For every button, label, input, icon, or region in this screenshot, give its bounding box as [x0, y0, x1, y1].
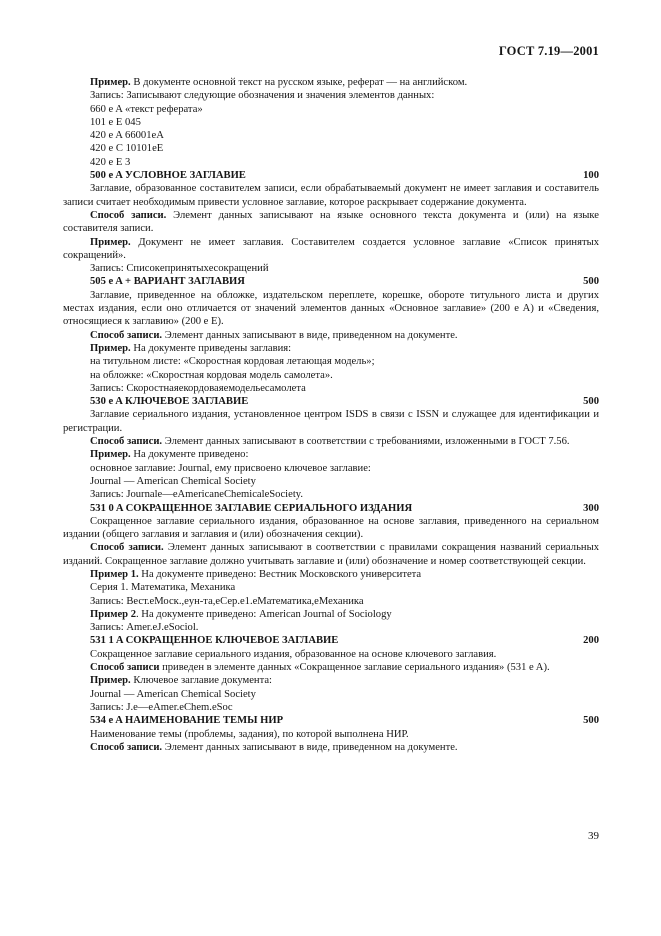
method-paragraph	[63, 329, 599, 342]
example-text: На документе приведено: Вестник Московского университета	[138, 568, 422, 580]
example-text: На документе приведены заглавия:	[130, 342, 292, 354]
record-line: Запись: Скоростнаяeкордоваяeмодельeсамолета	[90, 382, 306, 394]
intro-example	[63, 76, 599, 89]
method-paragraph	[63, 209, 599, 236]
method-label: Способ записи.	[90, 436, 163, 448]
method-label: Способ записи	[90, 662, 160, 674]
example-label: Пример.	[90, 675, 131, 687]
example-line: Серия 1. Математика, Механика	[90, 582, 236, 594]
example-label: Пример.	[90, 449, 131, 461]
example-paragraph	[63, 448, 599, 461]
method-label: Способ записи.	[90, 329, 163, 341]
method-paragraph	[63, 435, 599, 448]
example-label: Пример.	[90, 77, 131, 88]
method-text: приведен в элементе данных «Сокращенное заглавие сериального издания» (531 e A).	[159, 662, 550, 674]
section-code: 300	[583, 502, 599, 514]
section-heading-534	[63, 714, 599, 727]
record-line: Запись: Вест.eМоск.,eун-та,eСер.e1.eМатематика,eМеханика	[90, 595, 364, 607]
section-code: 500	[583, 396, 599, 408]
method-label: Способ записи.	[90, 741, 163, 753]
method-text: Элемент данных записывают на языке основного текста документа и (или) на языке составителя записи.	[63, 209, 599, 235]
method-label: Способ записи.	[90, 209, 167, 221]
example-paragraph	[63, 236, 599, 263]
example-text: На документе приведено:	[130, 449, 249, 461]
section-title: 530 e A КЛЮЧЕВОЕ ЗАГЛАВИЕ	[90, 396, 249, 408]
method-text: Элемент данных записывают в виде, приведенном на документе.	[162, 741, 458, 753]
method-paragraph	[63, 741, 599, 754]
section-heading-505	[63, 275, 599, 288]
section-heading-531-1	[63, 634, 599, 647]
record-line: Запись: Journale—eAmericaneChemicaleSociety.	[90, 489, 304, 501]
section-title: 505 e A + ВАРИАНТ ЗАГЛАВИЯ	[90, 276, 245, 288]
section-code: 200	[583, 635, 599, 647]
page-header-title: ГОСТ 7.19—2001	[498, 44, 599, 58]
code-line: 420 e E 3	[90, 156, 131, 168]
example-label: Пример.	[90, 342, 131, 354]
example-text: В документе основной текст на русском языке, реферат — на английском.	[130, 77, 468, 88]
section-heading-530	[63, 395, 599, 408]
page-number: 39	[588, 830, 599, 842]
section-code: 500	[583, 276, 599, 288]
example-line: на обложке: «Скоростная кордовая модель самолета».	[90, 369, 333, 381]
section-code: 100	[583, 170, 599, 182]
intro-record-line: Запись: Записывают следующие обозначения и значения элементов данных:	[90, 90, 435, 102]
method-text: Элемент данных записывают в соответствии с правилами сокращения названий сериальных изданий. Сокращенное заглавие должно учитывать заглавие и (или) обозначение и номер соответствующей секции.	[63, 542, 599, 567]
code-line: 101 e E 045	[90, 116, 141, 128]
example-paragraph	[63, 342, 599, 355]
section-paragraph: Сокращенное заглавие сериального издания, образованное на основе ключевого заглавия.	[90, 648, 497, 660]
example-label: Пример.	[90, 236, 131, 248]
record-line: Запись: Amer.eJ.eSociol.	[90, 622, 199, 634]
section-paragraph: Заглавие, образованное составителем записи, если обрабатываемый документ не имеет заглавия и составитель записи считает необходимым привести условное заглавие, которое раскрывает содержание документа.	[63, 183, 599, 208]
code-line: 420 e A 66001eA	[90, 130, 164, 142]
example-text: . На документе приведено: American Journal of Sociology	[136, 608, 392, 620]
section-title: 534 e A НАИМЕНОВАНИЕ ТЕМЫ НИР	[90, 715, 284, 727]
record-line: Запись: J.e—eAmer.eChem.eSoc	[90, 701, 233, 713]
method-paragraph	[63, 541, 599, 568]
example-line: основное заглавие: Journal, ему присвоено ключевое заглавие:	[90, 462, 371, 474]
section-heading-500	[63, 169, 599, 182]
section-paragraph: Заглавие, приведенное на обложке, издательском переплете, корешке, обороте титульного листа и других местах издания, если оно отличается от значений элементов данных «Основное заглавие» (200 e A) и «Сведения, относящиеся к заглавию» (200 e E).	[63, 289, 599, 328]
example-paragraph	[63, 568, 599, 581]
method-label: Способ записи.	[90, 542, 164, 554]
method-text: Элемент данных записывают в виде, приведенном на документе.	[162, 329, 458, 341]
example-paragraph	[63, 608, 599, 621]
section-paragraph: Заглавие сериального издания, установленное центром ISDS в связи с ISSN и служащее для идентификации и регистрации.	[63, 409, 599, 434]
example-text: Документ не имеет заглавия. Составителем создается условное заглавие «Список принятых сокращений».	[63, 236, 599, 261]
section-title: 500 e A УСЛОВНОЕ ЗАГЛАВИЕ	[90, 170, 246, 182]
section-paragraph: Наименование темы (проблемы, задания), по которой выполнена НИР.	[90, 728, 409, 740]
example-label: Пример 1.	[90, 568, 139, 580]
example-line: Journal — American Chemical Society	[90, 475, 256, 487]
example-paragraph	[63, 674, 599, 687]
section-paragraph: Сокращенное заглавие сериального издания, образованное на основе заглавия, приведенного на сериальном издании (общего заглавия и заглавия и (или) обозначения секции).	[63, 515, 599, 541]
code-line: 660 e A «текст реферата»	[90, 103, 203, 115]
method-paragraph	[63, 661, 599, 674]
example-line: Journal — American Chemical Society	[90, 688, 256, 700]
example-label: Пример 2	[90, 608, 136, 620]
record-line: Запись: Списокeпринятыхeсокращений	[90, 263, 269, 275]
example-line: на титульном листе: «Скоростная кордовая летающая модель»;	[90, 356, 375, 368]
code-line: 420 e C 10101eE	[90, 143, 164, 155]
section-title: 531 1 A СОКРАЩЕННОЕ КЛЮЧЕВОЕ ЗАГЛАВИЕ	[90, 635, 339, 647]
section-code: 500	[583, 715, 599, 727]
section-title: 531 0 A СОКРАЩЕННОЕ ЗАГЛАВИЕ СЕРИАЛЬНОГО ИЗДАНИЯ	[90, 502, 413, 514]
method-text: Элемент данных записывают в соответствии с требованиями, изложенными в ГОСТ 7.56.	[162, 436, 570, 448]
example-text: Ключевое заглавие документа:	[130, 675, 272, 687]
page-content	[63, 76, 599, 754]
section-heading-531-0	[63, 502, 599, 515]
